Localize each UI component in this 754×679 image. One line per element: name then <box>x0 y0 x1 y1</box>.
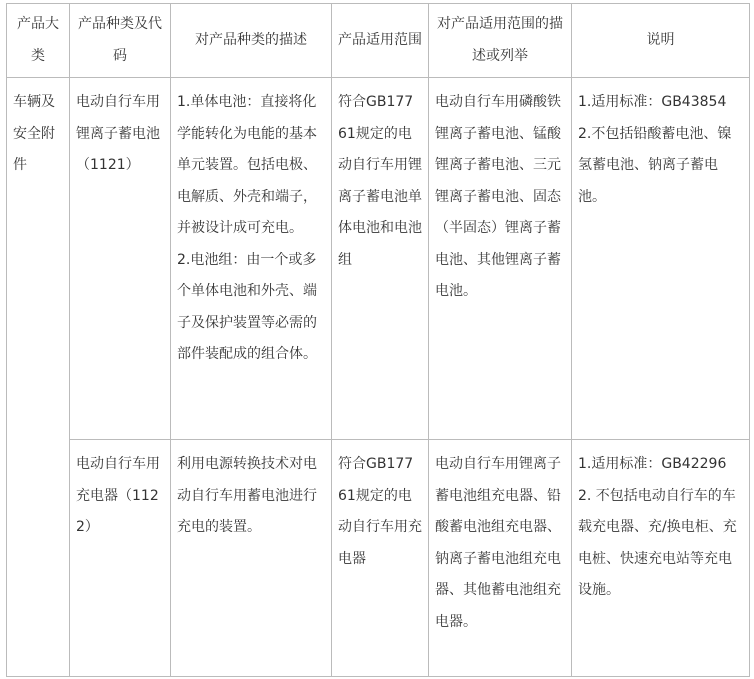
header-scope: 产品适用范围 <box>332 4 429 78</box>
notes-cell <box>572 78 750 440</box>
type-code-cell: 电动自行车用锂离子蓄电池（1121） <box>70 78 171 440</box>
header-notes: 说明 <box>572 4 750 78</box>
notes-cell <box>572 440 750 677</box>
scope-list-cell: 电动自行车用锂离子蓄电池组充电器、铅酸蓄电池组充电器、钠离子蓄电池组充电器、其他蓄电池组充电器。 <box>429 440 572 677</box>
scope-cell: 符合GB17761规定的电动自行车用充电器 <box>332 440 429 677</box>
header-scope-list: 对产品适用范围的描述或列举 <box>429 4 572 78</box>
scope-list-cell: 电动自行车用磷酸铁锂离子蓄电池、锰酸锂离子蓄电池、三元锂离子蓄电池、固态（半固态）锂离子蓄电池、其他锂离子蓄电池。 <box>429 78 572 440</box>
category-cell: 车辆及安全附件 <box>7 78 70 677</box>
table-row <box>7 440 750 677</box>
description-paragraph: 1.单体电池：直接将化学能转化为电能的基本单元装置。包括电极、电解质、外壳和端子，并被设计成可充电。 <box>177 94 317 236</box>
note-line: 2. 不包括电动自行车的车载充电器、充/换电柜、充电桩、快速充电站等充电设施。 <box>578 487 737 598</box>
note-line: 1.适用标准：GB42296 <box>578 456 727 472</box>
type-description-cell <box>171 78 332 440</box>
type-code-cell: 电动自行车用充电器（1122） <box>70 440 171 677</box>
type-description-cell <box>171 440 332 677</box>
header-type-description: 对产品种类的描述 <box>171 4 332 78</box>
table-header-row <box>7 4 750 78</box>
note-line: 2.不包括铅酸蓄电池、镍氢蓄电池、钠离子蓄电池。 <box>578 125 732 205</box>
header-type-code: 产品种类及代码 <box>70 4 171 78</box>
description-paragraph: 利用电源转换技术对电动自行车用蓄电池进行充电的装置。 <box>177 456 317 535</box>
table-row <box>7 78 750 440</box>
product-catalog-table <box>6 3 750 677</box>
scope-cell: 符合GB17761规定的电动自行车用锂离子蓄电池单体电池和电池组 <box>332 78 429 440</box>
description-paragraph: 2.电池组：由一个或多个单体电池和外壳、端子及保护装置等必需的部件装配成的组合体。 <box>177 251 317 362</box>
header-category: 产品大类 <box>7 4 70 78</box>
note-line: 1.适用标准：GB43854 <box>578 94 727 110</box>
